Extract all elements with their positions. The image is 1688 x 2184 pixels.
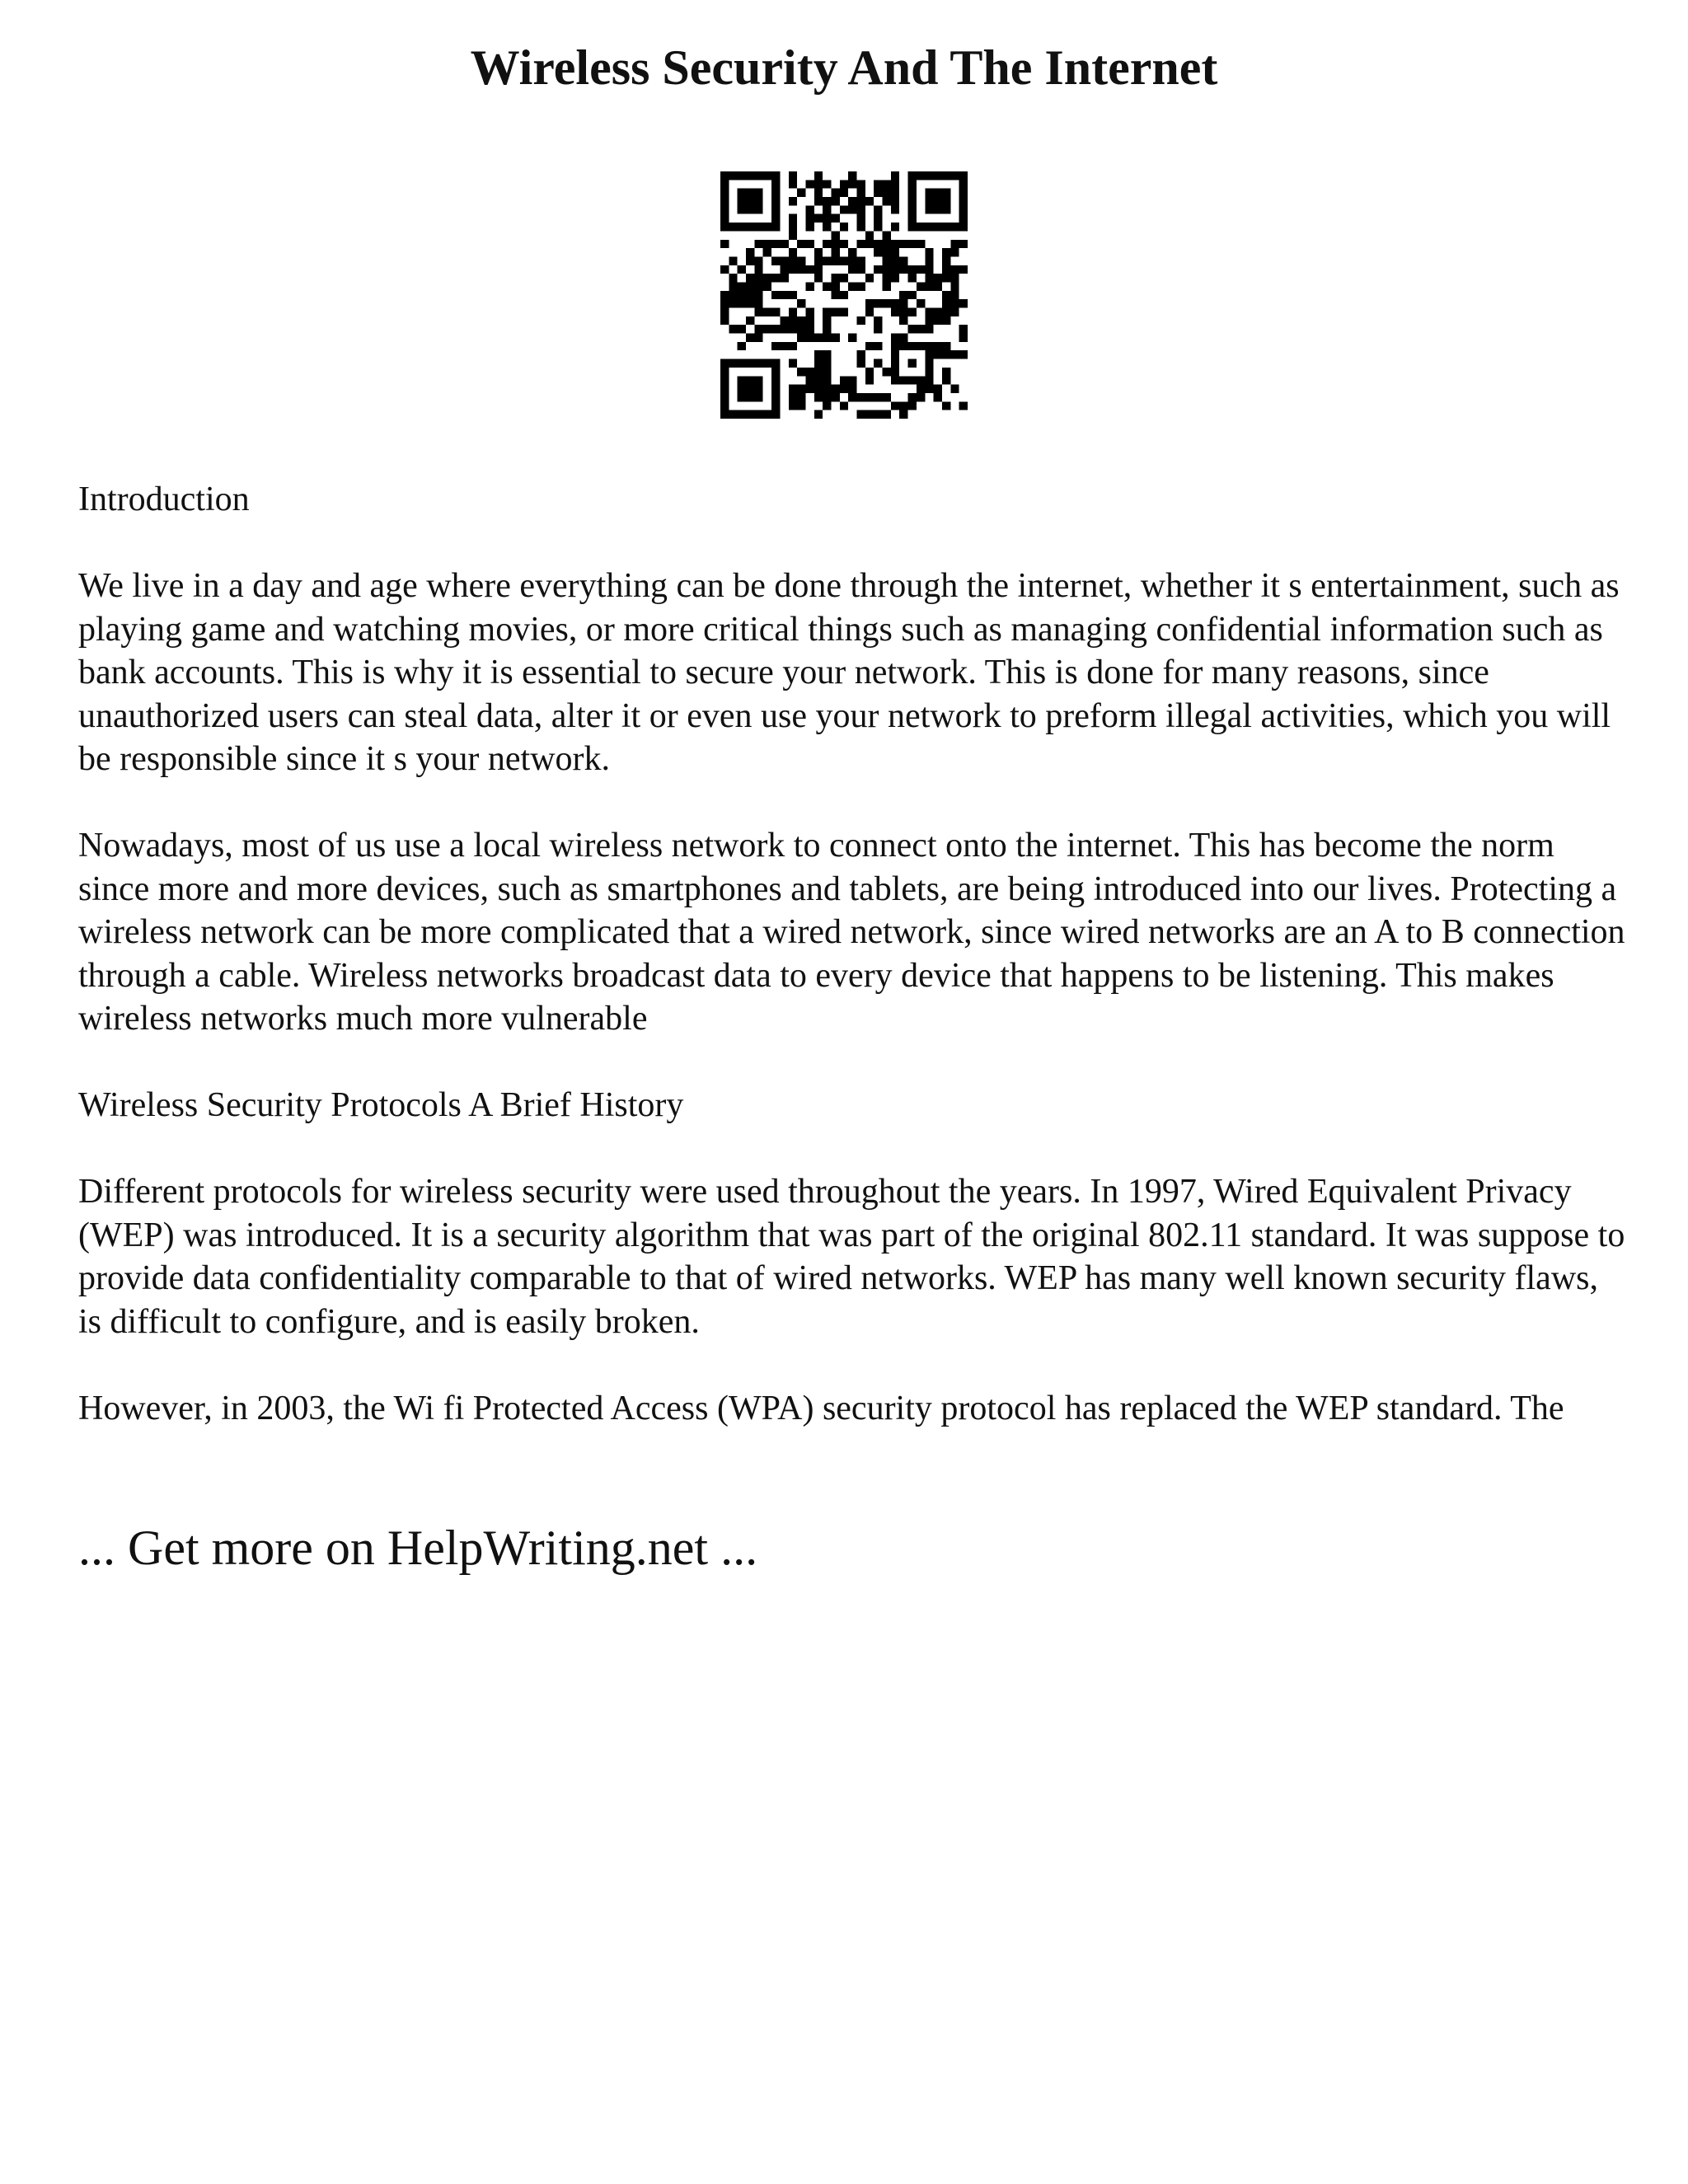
get-more-link[interactable]: ... Get more on HelpWriting.net ...	[78, 1521, 758, 1575]
paragraph-intro-2: Nowadays, most of us use a local wireless network to connect onto the internet. This has become the norm since more and more devices, such as smartphones and tablets, are being introduced into our lives. Protecting a wireless network can be more complicated that a wired network, since wired networks are an A to B connection through a cable. Wireless networks broadcast data to every device that happens to be listening. This makes wireless networks much more vulnerable	[78, 827, 1625, 1038]
page-title: Wireless Security And The Internet	[470, 40, 1218, 95]
section-heading-history: Wireless Security Protocols A Brief History	[78, 1086, 684, 1124]
paragraph-intro-1: We live in a day and age where everything can be done through the internet, whether it s entertainment, such as playing game and watching movies, or more critical things such as managing confidential information such as bank accounts. This is why it is essential to secure your network. This is done for many reasons, since unauthorized users can steal data, alter it or even use your network to preform illegal activities, which you will be responsible since it s your network.	[78, 567, 1620, 778]
qr-code-icon	[720, 171, 968, 419]
section-heading-introduction: Introduction	[78, 480, 250, 518]
paragraph-history-2: However, in 2003, the Wi fi Protected Access (WPA) security protocol has replaced the WEP standard. The	[78, 1389, 1564, 1427]
paragraph-history-1: Different protocols for wireless security were used throughout the years. In 1997, Wired Equivalent Privacy (WEP) was introduced. It is a security algorithm that was part of the original 802.11 standard. It was suppose to provide data confidentiality comparable to that of wired networks. WEP has many well known security flaws, is difficult to configure, and is easily broken.	[78, 1173, 1625, 1341]
article-body	[78, 478, 1628, 1474]
